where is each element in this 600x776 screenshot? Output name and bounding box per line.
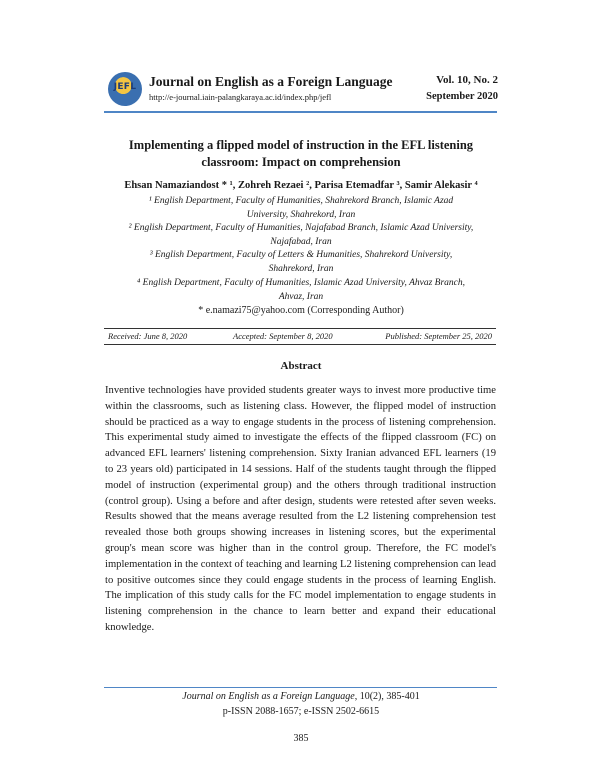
footer-citation: [108, 691, 494, 702]
affiliation-2: [108, 222, 494, 249]
footer-issn: p-ISSN 2088-1657; e-ISSN 2502-6615: [222, 706, 380, 717]
affiliation-4: [108, 277, 494, 304]
affiliation-1-line-1: ¹ English Department, Faculty of Humanities, Shahrekord Branch, Islamic Azad: [148, 196, 454, 206]
abstract-body: Inventive technologies have provided students greater ways to invest more productive time within the classrooms, such as listening class. However, the flipped model of instruction should be practiced as a way to engage students in the process of listening comprehension. This experimental study aimed to investigate the effects of the flipped classroom (FC) on advanced EFL learners' listening comprehension. Sixty Iranian advanced EFL learners (19 to 23 years old) participated in 14 sessions. Half of the students taught through the flipped model of instruction (experimental group) and the others through traditional instruction (control group). Using a before and after design, students were retested after seven weeks. Results showed that the means average resulted from the L2 listening comprehension test revealed those both groups showing increases in listening scores, but the experimental group's mean score was higher than in the control group. Therefore, the FC model's implementation in the context of teaching and learning L2 listening comprehension can lead to positive outcomes since they could engage students in the process of learning English. The implication of this study calls for the FC model implementation to engage students in listening comprehension in the chance to learn better and expand their educational knowledge.: [105, 385, 496, 633]
affiliation-3-line-2: Shahrekord, Iran: [268, 263, 334, 274]
footer-divider: [104, 687, 497, 688]
journal-url-link[interactable]: http://e-journal.iain-palangkaraya.ac.id/index.php/jefl: [149, 92, 332, 102]
journal-title: Journal on English as a Foreign Language: [149, 74, 393, 89]
received-date: Received: June 8, 2020: [108, 331, 188, 341]
abstract-heading: Abstract: [280, 360, 322, 372]
footer-citation-rest: , 10(2), 385-401: [354, 691, 420, 702]
affiliation-2-line-1: ² English Department, Faculty of Humanities, Najafabad Branch, Islamic Azad University,: [128, 223, 474, 233]
publication-dates: [104, 328, 496, 345]
affiliation-3: [108, 249, 494, 276]
issue-number: Vol. 10, No. 2: [436, 74, 498, 86]
corresponding-email[interactable]: * e.namazi75@yahoo.com (Corresponding Author): [198, 305, 404, 316]
published-date: Published: September 25, 2020: [385, 331, 492, 341]
affiliation-1: [108, 195, 494, 222]
article-title: [108, 137, 494, 171]
affiliation-4-line-1: ⁴ English Department, Faculty of Humanities, Islamic Azad University, Ahvaz Branch,: [136, 278, 466, 288]
journal-logo-icon: [108, 72, 142, 106]
affiliation-3-line-1: ³ English Department, Faculty of Letters & Humanities, Shahrekord University,: [149, 250, 453, 260]
footer-citation-journal: Journal on English as a Foreign Language: [182, 691, 355, 702]
issue-date: September 2020: [426, 91, 498, 102]
affiliation-1-line-2: University, Shahrekord, Iran: [246, 209, 356, 220]
affiliation-4-line-2: Ahvaz, Iran: [278, 291, 324, 302]
header-divider: [104, 111, 497, 113]
logo-text: JEFL: [113, 82, 137, 92]
page-number: 385: [293, 733, 309, 744]
journal-header: [108, 72, 498, 104]
accepted-date: Accepted: September 8, 2020: [233, 331, 333, 341]
article-title-line-1: Implementing a flipped model of instruction in the EFL listening: [128, 138, 474, 152]
article-title-line-2: classroom: Impact on comprehension: [201, 155, 401, 169]
author-list: Ehsan Namaziandost * ¹, Zohreh Rezaei ², Parisa Etemadfar ³, Samir Alekasir ⁴: [124, 180, 478, 191]
affiliation-2-line-2: Najafabad, Iran: [270, 236, 332, 247]
